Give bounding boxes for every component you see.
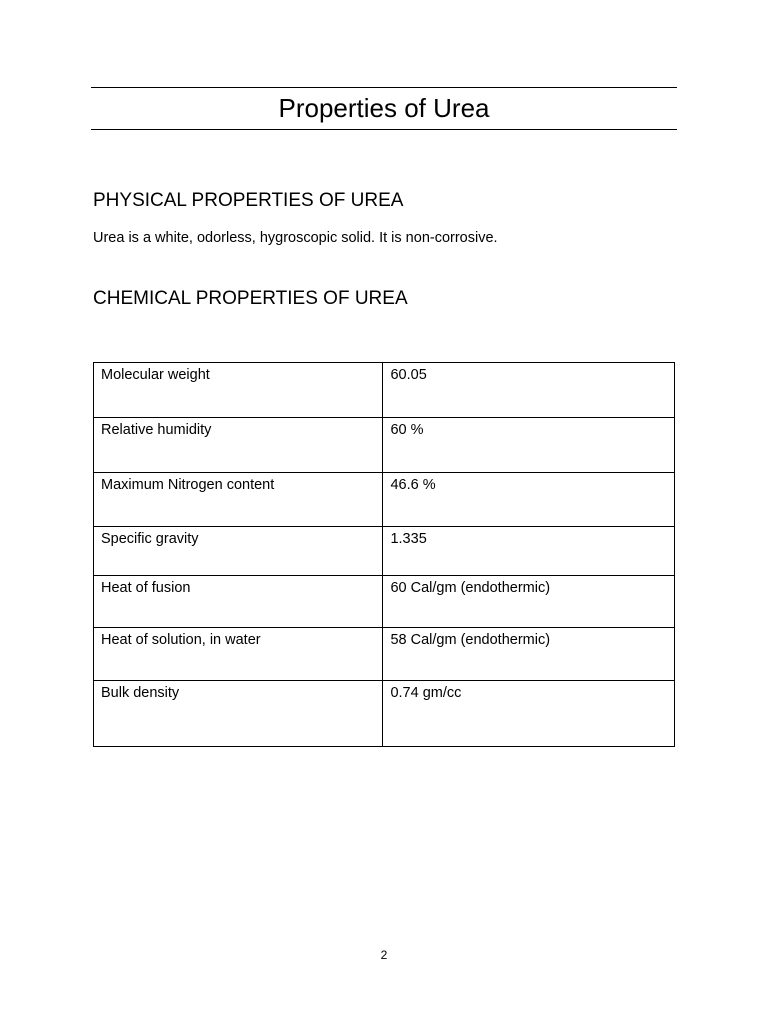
value-cell: 1.335 — [383, 527, 675, 576]
property-cell: Heat of solution, in water — [94, 628, 383, 681]
property-cell: Heat of fusion — [94, 576, 383, 628]
property-cell: Relative humidity — [94, 418, 383, 473]
table-row — [94, 576, 675, 628]
table-row — [94, 363, 675, 418]
property-cell: Molecular weight — [94, 363, 383, 418]
value-cell: 58 Cal/gm (endothermic) — [383, 628, 675, 681]
property-cell: Specific gravity — [94, 527, 383, 576]
page-number: 2 — [380, 948, 388, 962]
title-rule-top — [91, 87, 677, 88]
table-row — [94, 681, 675, 747]
chemical-properties-table — [93, 362, 675, 747]
value-cell: 60 % — [383, 418, 675, 473]
value-cell: 60 Cal/gm (endothermic) — [383, 576, 675, 628]
property-cell: Bulk density — [94, 681, 383, 747]
title-rule-bottom — [91, 129, 677, 130]
table-row — [94, 418, 675, 473]
property-cell: Maximum Nitrogen content — [94, 473, 383, 527]
physical-properties-heading: PHYSICAL PROPERTIES OF UREA — [93, 190, 404, 211]
physical-properties-text: Urea is a white, odorless, hygroscopic solid. It is non-corrosive. — [93, 230, 498, 246]
value-cell: 0.74 gm/cc — [383, 681, 675, 747]
value-cell: 46.6 % — [383, 473, 675, 527]
page-title: Properties of Urea — [278, 93, 490, 123]
value-cell: 60.05 — [383, 363, 675, 418]
table-row — [94, 628, 675, 681]
table-row — [94, 473, 675, 527]
table-row — [94, 527, 675, 576]
chemical-properties-heading: CHEMICAL PROPERTIES OF UREA — [93, 288, 408, 309]
